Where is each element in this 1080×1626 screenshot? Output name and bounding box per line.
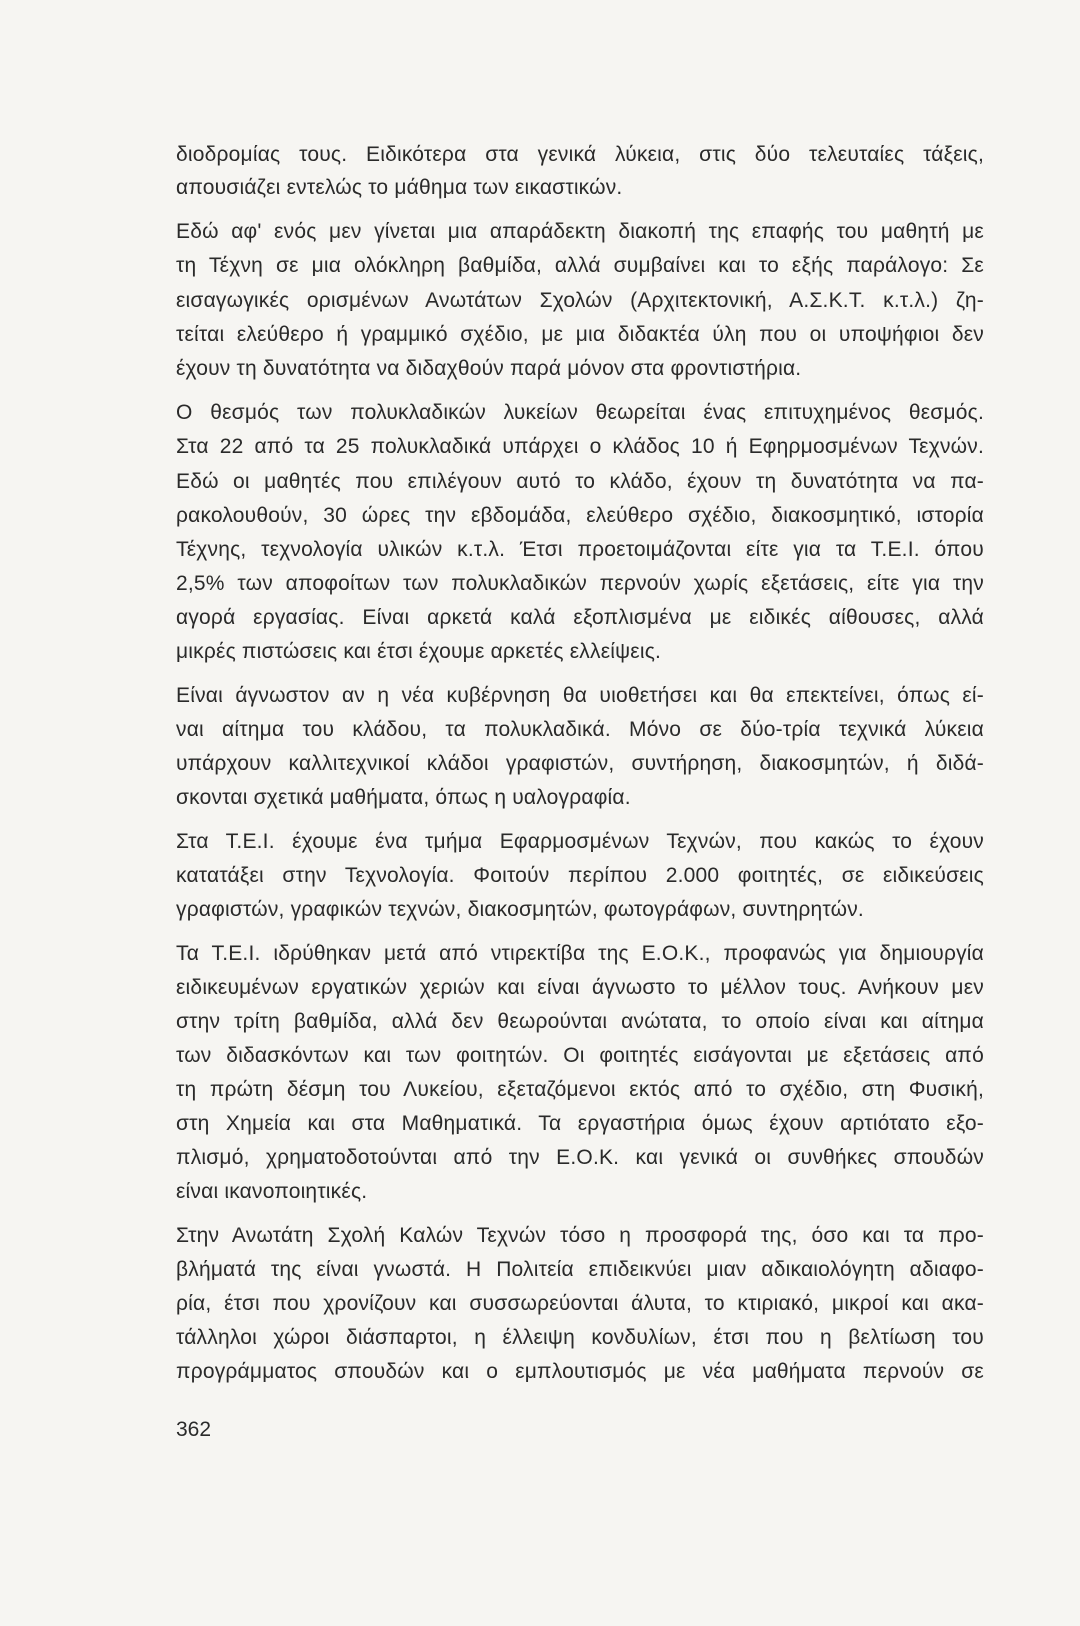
text-line: ρία, έτσι που χρονίζουν και συσσωρεύονται άλυτα, το κτιριακό, μικροί και ακα-	[176, 1292, 984, 1315]
text-line: ναι αίτημα του κλάδου, τα πολυκλαδικά. Μόνο σε δύο-τρία τεχνικά λύκεια	[176, 718, 984, 741]
text-line: ρακολουθούν, 30 ώρες την εβδομάδα, ελεύθερο σχέδιο, διακοσμητικό, ιστορία	[176, 504, 984, 527]
text-line: στην τρίτη βαθμίδα, αλλά δεν θεωρούνται ανώτατα, το οποίο είναι και αίτημα	[176, 1010, 984, 1033]
text-line: τάλληλοι χώροι διάσπαρτοι, η έλλειψη κονδυλίων, έτσι που η βελτίωση του	[176, 1326, 984, 1349]
text-line: αγορά εργασίας. Είναι αρκετά καλά εξοπλισμένα με ειδικές αίθουσες, αλλά	[176, 606, 984, 629]
text-line: Τέχνης, τεχνολογία υλικών κ.τ.λ. Έτσι προετοιμάζονται είτε για τα Τ.Ε.Ι. όπου	[176, 538, 984, 561]
text-line: Στα Τ.Ε.Ι. έχουμε ένα τμήμα Εφαρμοσμένων Τεχνών, που κακώς το έχουν	[176, 830, 984, 853]
text-line: διοδρομίας τους. Ειδικότερα στα γενικά λύκεια, στις δύο τελευταίες τάξεις,	[176, 143, 984, 166]
text-line: προγράμματος σπουδών και ο εμπλουτισμός με νέα μαθήματα περνούν σε	[176, 1360, 984, 1383]
text-line: τείται ελεύθερο ή γραμμικό σχέδιο, με μια διδακτέα ύλη που οι υποψήφιοι δεν	[176, 323, 984, 346]
page-number: 362	[176, 1418, 212, 1441]
text-line: μικρές πιστώσεις και έτσι έχουμε αρκετές ελλείψεις.	[176, 640, 662, 663]
text-line: γραφιστών, γραφικών τεχνών, διακοσμητών, φωτογράφων, συντηρητών.	[176, 898, 864, 921]
text-line: πλισμό, χρηματοδοτούνται από την Ε.Ο.Κ. και γενικά οι συνθήκες σπουδών	[176, 1146, 984, 1169]
text-line: σκονται σχετικά μαθήματα, όπως η υαλογραφία.	[176, 786, 631, 809]
text-line: εισαγωγικές ορισμένων Ανωτάτων Σχολών (Αρχιτεκτονική, Α.Σ.Κ.Τ. κ.τ.λ.) ζη-	[176, 289, 984, 312]
text-line: Στα 22 από τα 25 πολυκλαδικά υπάρχει ο κλάδος 10 ή Εφηρμοσμένων Τεχνών.	[176, 435, 984, 458]
text-line: Εδώ αφ' ενός μεν γίνεται μια απαράδεκτη διακοπή της επαφής του μαθητή με	[176, 220, 984, 243]
text-line: απουσιάζει εντελώς το μάθημα των εικαστικών.	[176, 176, 623, 199]
text-line: στη Χημεία και στα Μαθηματικά. Τα εργαστήρια όμως έχουν αρτιότατο εξο-	[176, 1112, 984, 1135]
text-line: Στην Ανωτάτη Σχολή Καλών Τεχνών τόσο η προσφορά της, όσο και τα προ-	[176, 1224, 984, 1247]
text-line: υπάρχουν καλλιτεχνικοί κλάδοι γραφιστών, συντήρηση, διακοσμητών, ή διδά-	[176, 752, 984, 775]
text-line: είναι ικανοποιητικές.	[176, 1180, 368, 1203]
text-line: κατατάξει στην Τεχνολογία. Φοιτούν περίπου 2.000 φοιτητές, σε ειδικεύσεις	[176, 864, 984, 887]
text-line: των διδασκόντων και των φοιτητών. Οι φοιτητές εισάγονται με εξετάσεις από	[176, 1044, 984, 1067]
text-line: Ο θεσμός των πολυκλαδικών λυκείων θεωρείται ένας επιτυχημένος θεσμός.	[176, 401, 984, 424]
text-line: τη Τέχνη σε μια ολόκληρη βαθμίδα, αλλά συμβαίνει και το εξής παράλογο: Σε	[176, 254, 984, 277]
text-line: 2,5% των αποφοίτων των πολυκλαδικών περνούν χωρίς εξετάσεις, είτε για την	[176, 572, 984, 595]
text-line: Εδώ οι μαθητές που επιλέγουν αυτό το κλάδο, έχουν τη δυνατότητα να πα-	[176, 470, 984, 493]
text-line: ειδικευμένων εργατικών χεριών και είναι άγνωστο το μέλλον τους. Ανήκουν μεν	[176, 976, 984, 999]
text-line: Είναι άγνωστον αν η νέα κυβέρνηση θα υιοθετήσει και θα επεκτείνει, όπως εί-	[176, 684, 984, 707]
text-line: βλήματά της είναι γνωστά. Η Πολιτεία επιδεικνύει μιαν αδικαιολόγητη αδιαφο-	[176, 1258, 984, 1281]
text-line: Τα Τ.Ε.Ι. ιδρύθηκαν μετά από ντιρεκτίβα της Ε.Ο.Κ., προφανώς για δημιουργία	[176, 942, 984, 965]
text-line: έχουν τη δυνατότητα να διδαχθούν παρά μόνον στα φροντιστήρια.	[176, 357, 802, 380]
text-line: τη πρώτη δέσμη του Λυκείου, εξεταζόμενοι εκτός από το σχέδιο, στη Φυσική,	[176, 1078, 984, 1101]
